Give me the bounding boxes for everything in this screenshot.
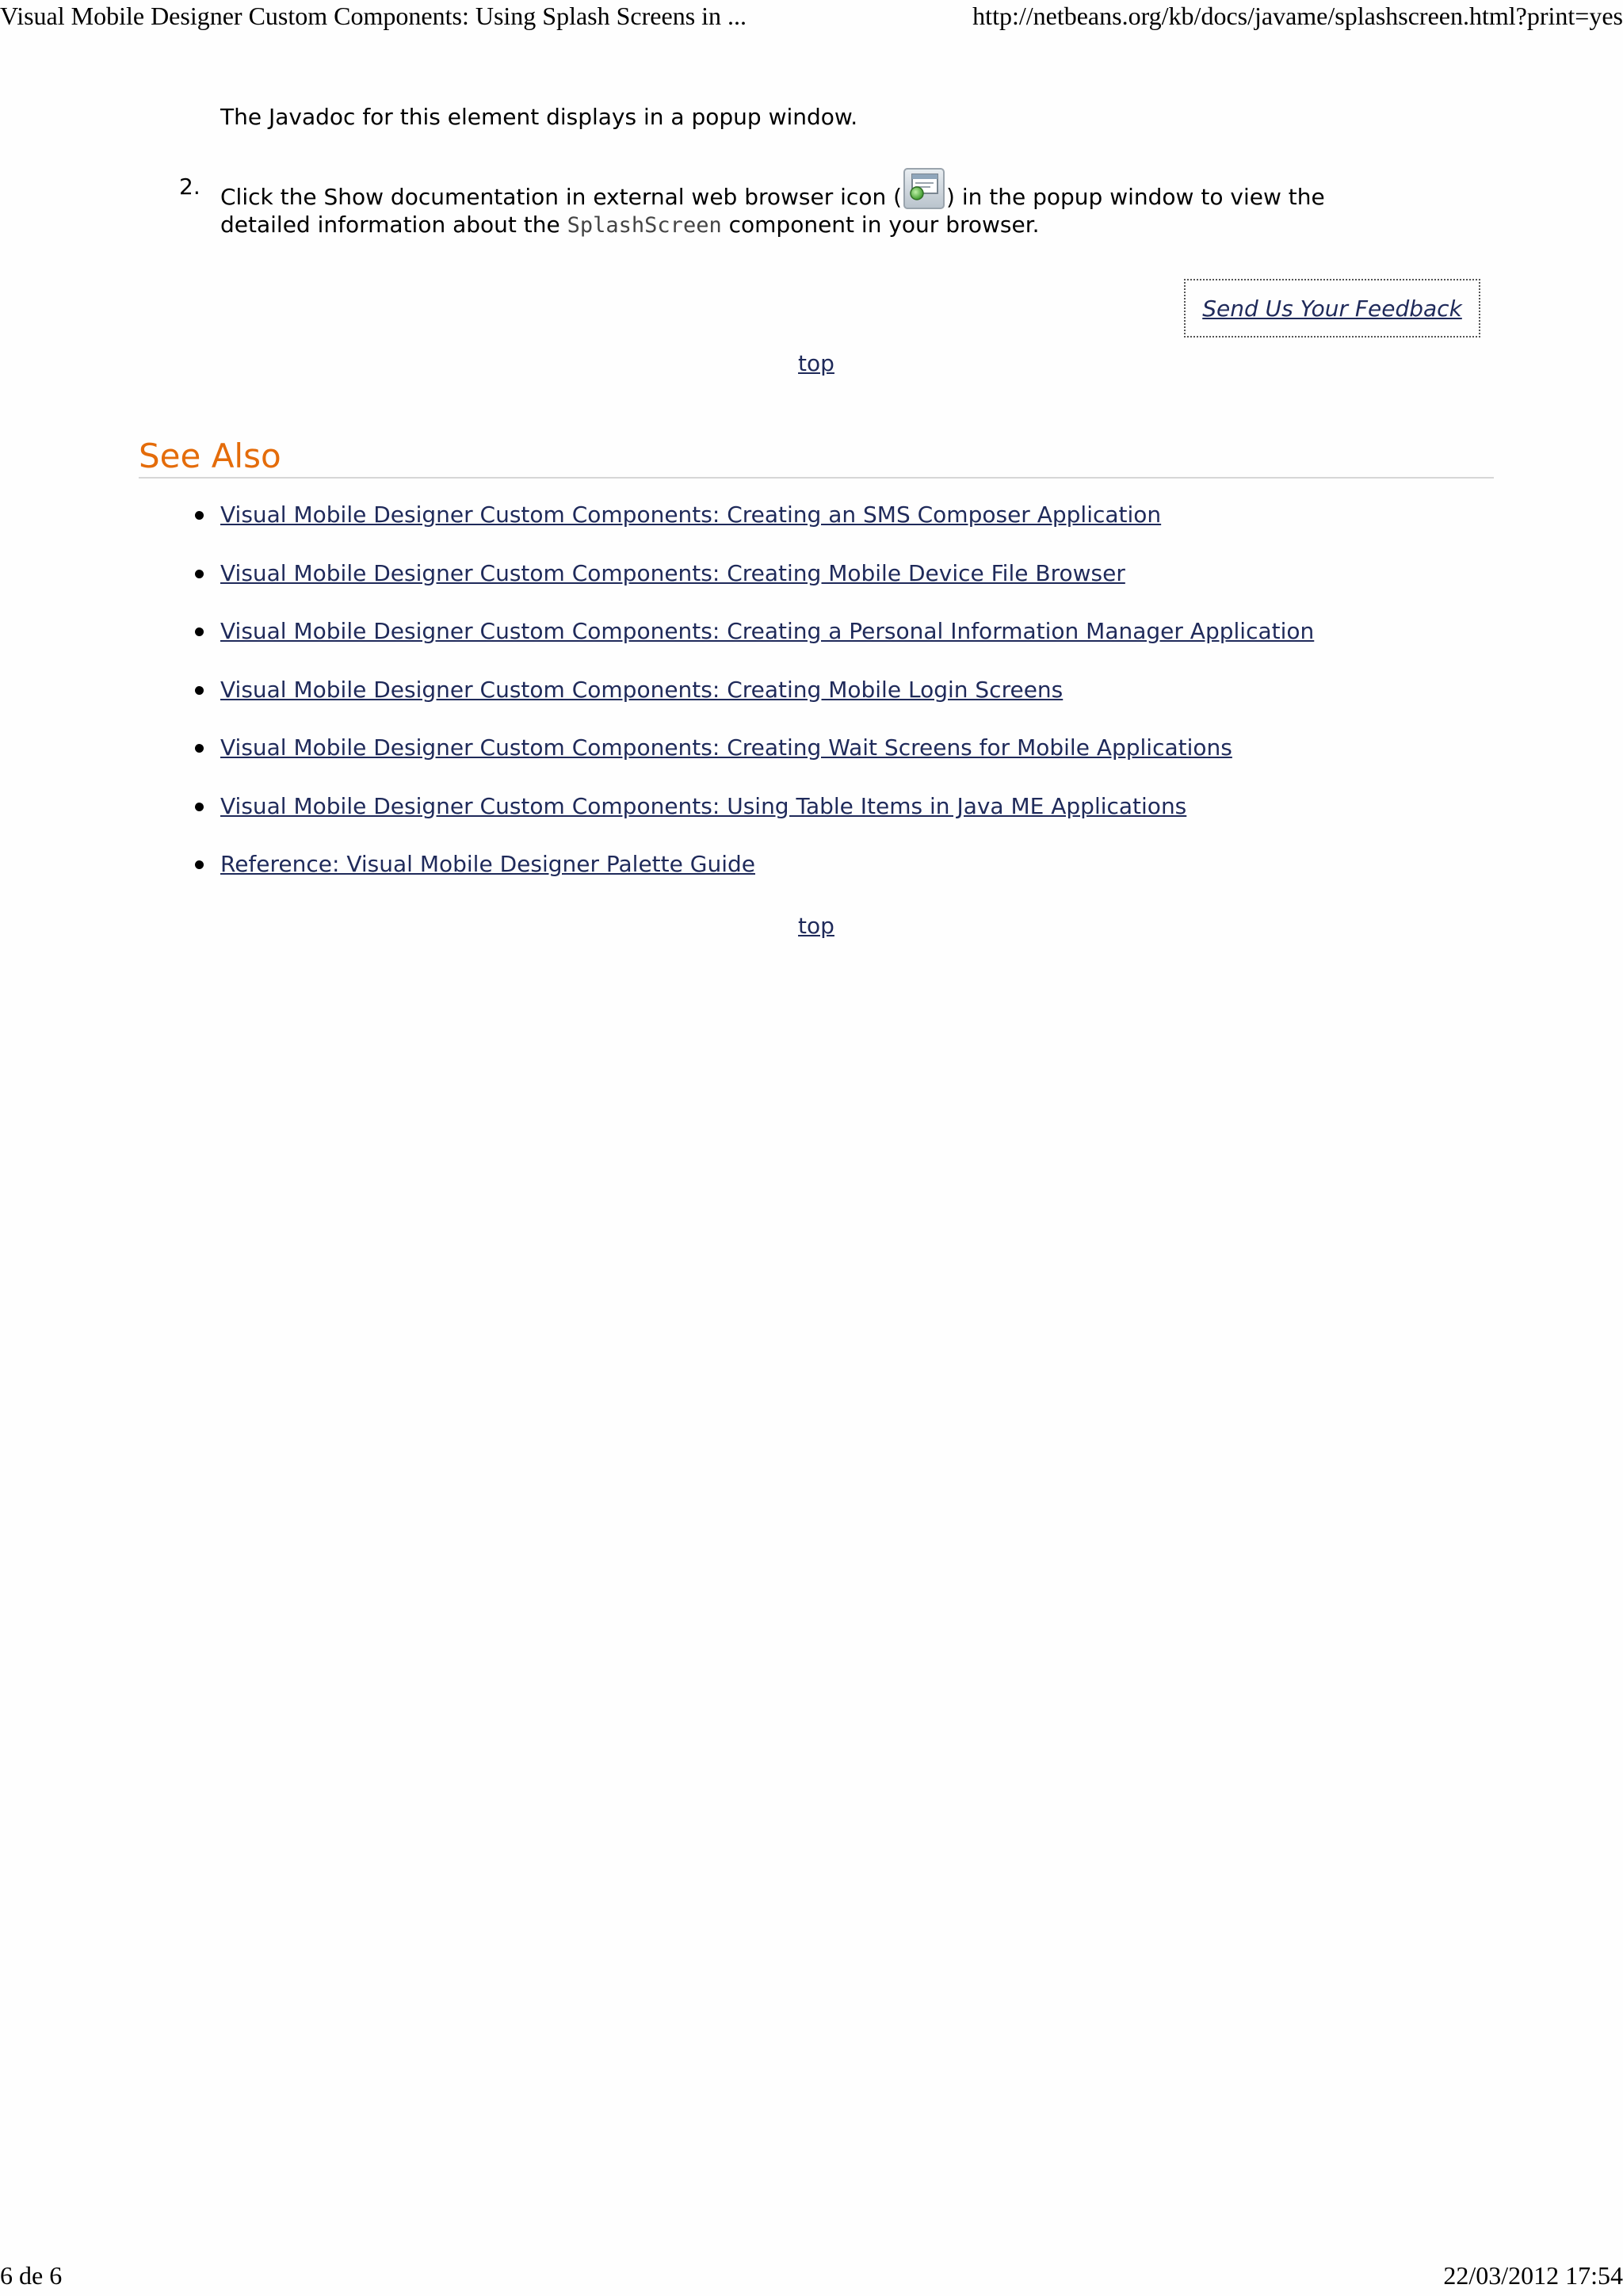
- bullet-icon: [195, 803, 204, 811]
- top-link[interactable]: top: [798, 913, 834, 939]
- print-header-url: http://netbeans.org/kb/docs/javame/splashscreen.html?print=yes: [972, 2, 1623, 30]
- print-header: [0, 2, 1623, 36]
- top-link-container-1: [0, 350, 1623, 376]
- step-text-after-icon: ) in the popup window to view the: [946, 184, 1325, 210]
- see-also-link-login-screens[interactable]: Visual Mobile Designer Custom Components: Creating Mobile Login Screens: [220, 676, 1064, 703]
- see-also-link-palette-guide[interactable]: Reference: Visual Mobile Designer Palette Guide: [220, 851, 755, 877]
- list-item: [220, 788, 1314, 846]
- list-item: [220, 612, 1314, 671]
- top-link-container-2: [0, 913, 1623, 939]
- step-text-before-icon: Click the Show documentation in external web browser icon (: [220, 184, 903, 210]
- list-item: [220, 496, 1314, 555]
- print-header-title: Visual Mobile Designer Custom Components: Using Splash Screens in ...: [0, 2, 747, 30]
- bullet-icon: [195, 627, 204, 636]
- see-also-link-pim[interactable]: Visual Mobile Designer Custom Components: Creating a Personal Information Manager Application: [220, 618, 1315, 644]
- print-footer: [0, 2261, 1623, 2296]
- see-also-link-table-items[interactable]: Visual Mobile Designer Custom Components: Using Table Items in Java ME Applications: [220, 792, 1187, 819]
- step-text-line2: [220, 206, 1040, 245]
- bullet-icon: [195, 686, 204, 695]
- browser-doc-icon: [903, 168, 945, 209]
- section-divider: [139, 477, 1494, 479]
- intro-paragraph: The Javadoc for this element displays in a popup window.: [220, 104, 858, 130]
- see-also-link-sms-composer[interactable]: Visual Mobile Designer Custom Components: Creating an SMS Composer Application: [220, 502, 1162, 528]
- step-number: 2.: [179, 174, 200, 200]
- top-link[interactable]: top: [798, 350, 834, 376]
- list-item: [220, 671, 1314, 730]
- list-item: [220, 845, 1314, 904]
- bullet-icon: [195, 570, 204, 578]
- bullet-icon: [195, 511, 204, 520]
- splashscreen-code: SplashScreen: [567, 213, 722, 238]
- list-item: [220, 729, 1314, 788]
- see-also-list: [220, 496, 1314, 904]
- see-also-link-file-browser[interactable]: Visual Mobile Designer Custom Components: Creating Mobile Device File Browser: [220, 559, 1125, 586]
- bullet-icon: [195, 744, 204, 753]
- see-also-link-wait-screens[interactable]: Visual Mobile Designer Custom Components: Creating Wait Screens for Mobile Applications: [220, 734, 1232, 761]
- list-item: [220, 555, 1314, 613]
- feedback-box: [1184, 279, 1480, 338]
- step-text-after-code: component in your browser.: [721, 212, 1040, 238]
- print-footer-datetime: 22/03/2012 17:54: [1443, 2261, 1623, 2290]
- print-footer-page: 6 de 6: [0, 2261, 63, 2290]
- see-also-heading: See Also: [139, 437, 281, 475]
- bullet-icon: [195, 860, 204, 869]
- step-text-before-code: detailed information about the: [220, 212, 567, 238]
- send-feedback-link[interactable]: Send Us Your Feedback: [1202, 295, 1462, 322]
